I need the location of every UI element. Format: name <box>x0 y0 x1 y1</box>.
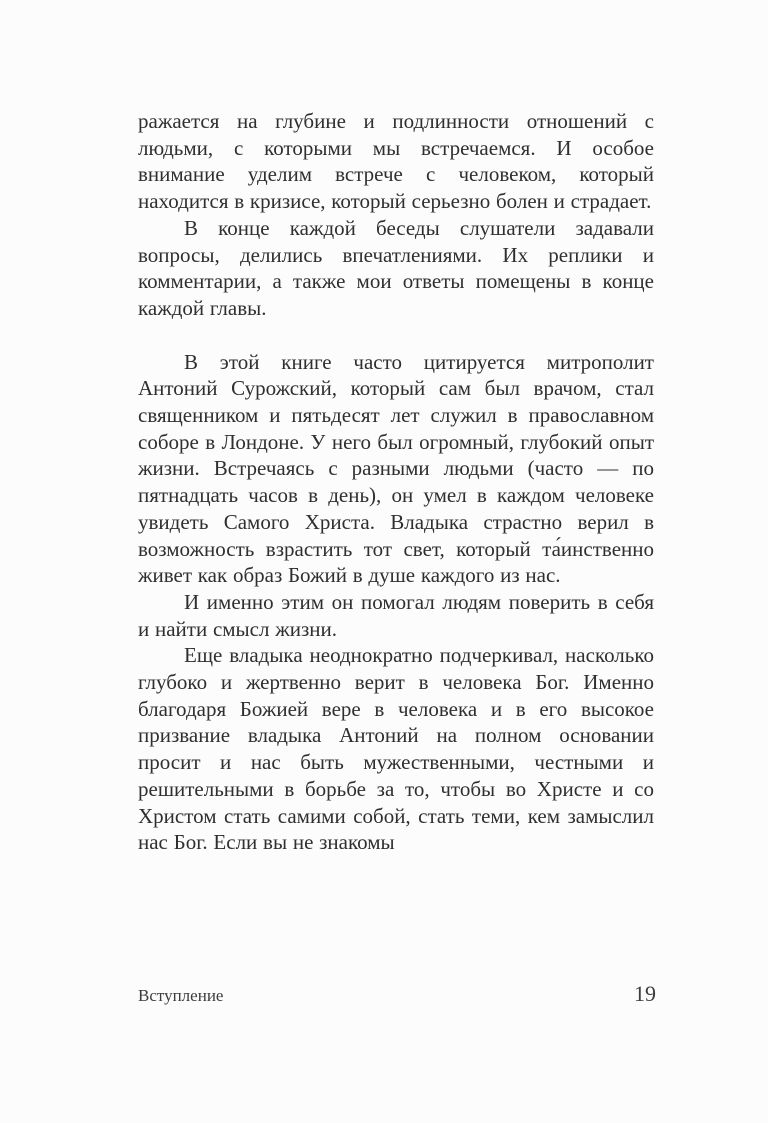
body-paragraph: И именно этим он помогал людям поверить в себя и найти смысл жизни. <box>138 589 654 641</box>
body-paragraph: ражается на глубине и подлинности отношений с людьми, с которыми мы встречаемся. И особое внимание уделим встрече с человеком, который находится в кризисе, который серьезно болен и страдает. <box>138 109 654 214</box>
body-paragraph: Еще владыка неоднократно подчеркивал, насколько глубоко и жертвенно верит в человека Бог. Именно благодаря Божией вере в человека и в его высокое призвание владыка Антоний на полном основании просит и нас быть мужественными, честными и решительными в борьбе за то, чтобы во Христе и со Христом стать самими собой, стать теми, кем замыслил нас Бог. Если вы не знакомы <box>138 643 654 855</box>
page-text-block <box>138 108 654 856</box>
page-footer <box>138 981 656 1007</box>
running-footer-section-title: Вступление <box>138 986 224 1005</box>
page-number: 19 <box>634 981 656 1006</box>
body-paragraph: В конце каждой беседы слушатели задавали вопросы, делились впечатлениями. Их реплики и комментарии, а также мои ответы помещены в конце каждой главы. <box>138 215 654 320</box>
body-paragraph: В этой книге часто цитируется митрополит Антоний Сурожский, который сам был врачом, стал священником и пятьдесят лет служил в православном соборе в Лондоне. У него был огромный, глубокий опыт жизни. Встречаясь с разными людьми (часто — по пятнадцать часов в день), он умел в каждом человеке увидеть Самого Христа. Владыка страстно верил в возможность взрастить тот свет, который та́инственно живет как образ Божий в душе каждого из нас. <box>138 349 654 588</box>
